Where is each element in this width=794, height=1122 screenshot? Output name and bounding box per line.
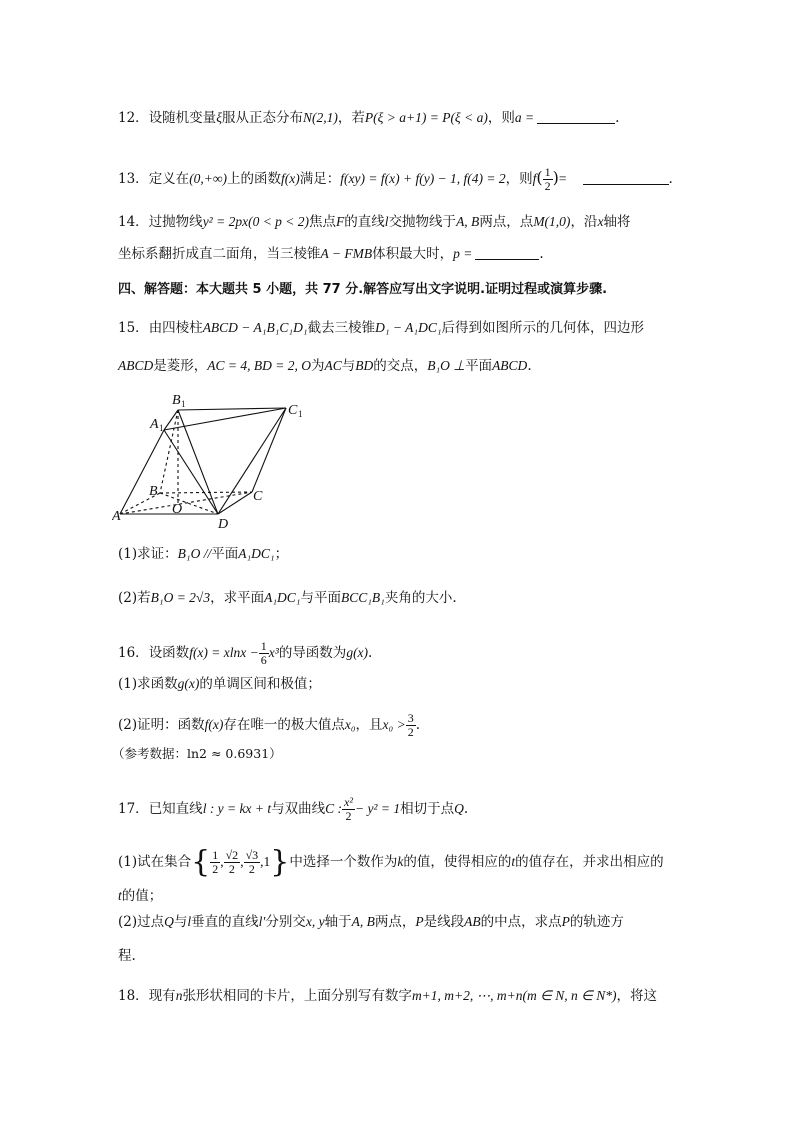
svg-text:1: 1 (159, 423, 164, 433)
answer-blank[interactable] (583, 170, 669, 185)
fraction: $\frac{3}{2}$ (407, 711, 414, 739)
fraction: $\frac{\text{x²}}{2}$ (344, 795, 353, 823)
question-16: 16．设函数f(x) = xlnx − $\frac{1}{6}$ x³的导函数为g(x). (118, 639, 373, 667)
geometry-figure (112, 390, 312, 530)
question-15-line2: ABCD是菱形，AC = 4, BD = 2, O为AC与BD的交点，B₁O ⊥平面ABCD. (118, 358, 532, 374)
question-17-part1: (1)试在集合{ $\frac{1}{2}$ , $\frac{√2}{2}$ , $\frac{√3}{2}$ ,1}中选择一个数作为k的值，使得相应的t的值存在，并求出相应的 (118, 844, 664, 880)
reference-data: （参考数据：ln2 ≈ 0.6931） (112, 746, 282, 761)
label-B1: B (172, 393, 181, 408)
label-C1: C (288, 403, 298, 418)
question-17-part2-line2: 程. (118, 948, 136, 964)
question-14-line2: 坐标系翻折成直二面角，当三棱锥A − FMB体积最大时，p = . (118, 246, 544, 262)
label-D: D (218, 517, 229, 530)
fraction: $\frac{1}{6}$ (260, 639, 267, 667)
answer-blank[interactable] (537, 109, 615, 124)
question-18: 18．现有n张形状相同的卡片，上面分别写有数字m+1, m+2, ⋯, m+n(m ∈ N, n ∈ N*)，将这 (118, 988, 658, 1004)
label-C: C (253, 489, 263, 504)
label-B: B (149, 484, 158, 499)
question-17-part1-line2: t的值； (118, 888, 163, 904)
question-15-part1: (1)求证：B₁O //平面A₁DC₁； (118, 546, 289, 562)
question-16-part1: (1)求函数g(x)的单调区间和极值； (118, 676, 321, 692)
question-16-part2: (2)证明：函数f(x)存在唯一的极大值点x₀，且x₀ > $\frac{3}{2}$ . (118, 711, 421, 739)
svg-text:1: 1 (181, 399, 186, 409)
label-A: A (112, 509, 121, 524)
question-17-part2: (2)过点Q与l垂直的直线l′分别交x, y轴于A, B两点，P是线段AB的中点，求点P的轨迹方 (118, 914, 624, 930)
label-A1: A (150, 417, 159, 432)
q12-number: 12． (118, 110, 149, 126)
question-12: 12．设随机变量ξ服从正态分布N(2,1)，若P(ξ > a+1) = P(ξ < a)，则a = . (118, 110, 620, 126)
fraction: $\frac{1}{2}$ (544, 165, 551, 193)
answer-blank[interactable] (475, 245, 539, 260)
svg-text:1: 1 (298, 409, 303, 419)
label-O: O (172, 502, 183, 517)
question-13: 13．定义在(0,+∞)上的函数f(x)满足：f(xy) = f(x) + f(y) − 1, f(4) = 2，则f( $\frac{1}{2}$ )= . (118, 165, 673, 193)
question-15: 15．由四棱柱ABCD − A₁B₁C₁D₁截去三棱锥D₁ − A₁DC₁后得到如图所示的几何体，四边形 (118, 320, 645, 336)
question-15-part2: (2)若B₁O = 2√3，求平面A₁DC₁与平面BCC₁B₁夹角的大小. (118, 590, 457, 606)
section-heading: 四、解答题：本大题共 5 小题，共 77 分.解答应写出文字说明.证明过程或演算步骤. (118, 282, 608, 297)
question-17: 17．已知直线l : y = kx + t与双曲线C : $\frac{\text{x²}}{2}$ − y² = 1相切于点Q. (118, 795, 469, 823)
question-14: 14．过抛物线y² = 2px(0 < p < 2)焦点F的直线l交抛物线于A, B两点，点M(1,0)，沿x轴将 (118, 214, 631, 230)
